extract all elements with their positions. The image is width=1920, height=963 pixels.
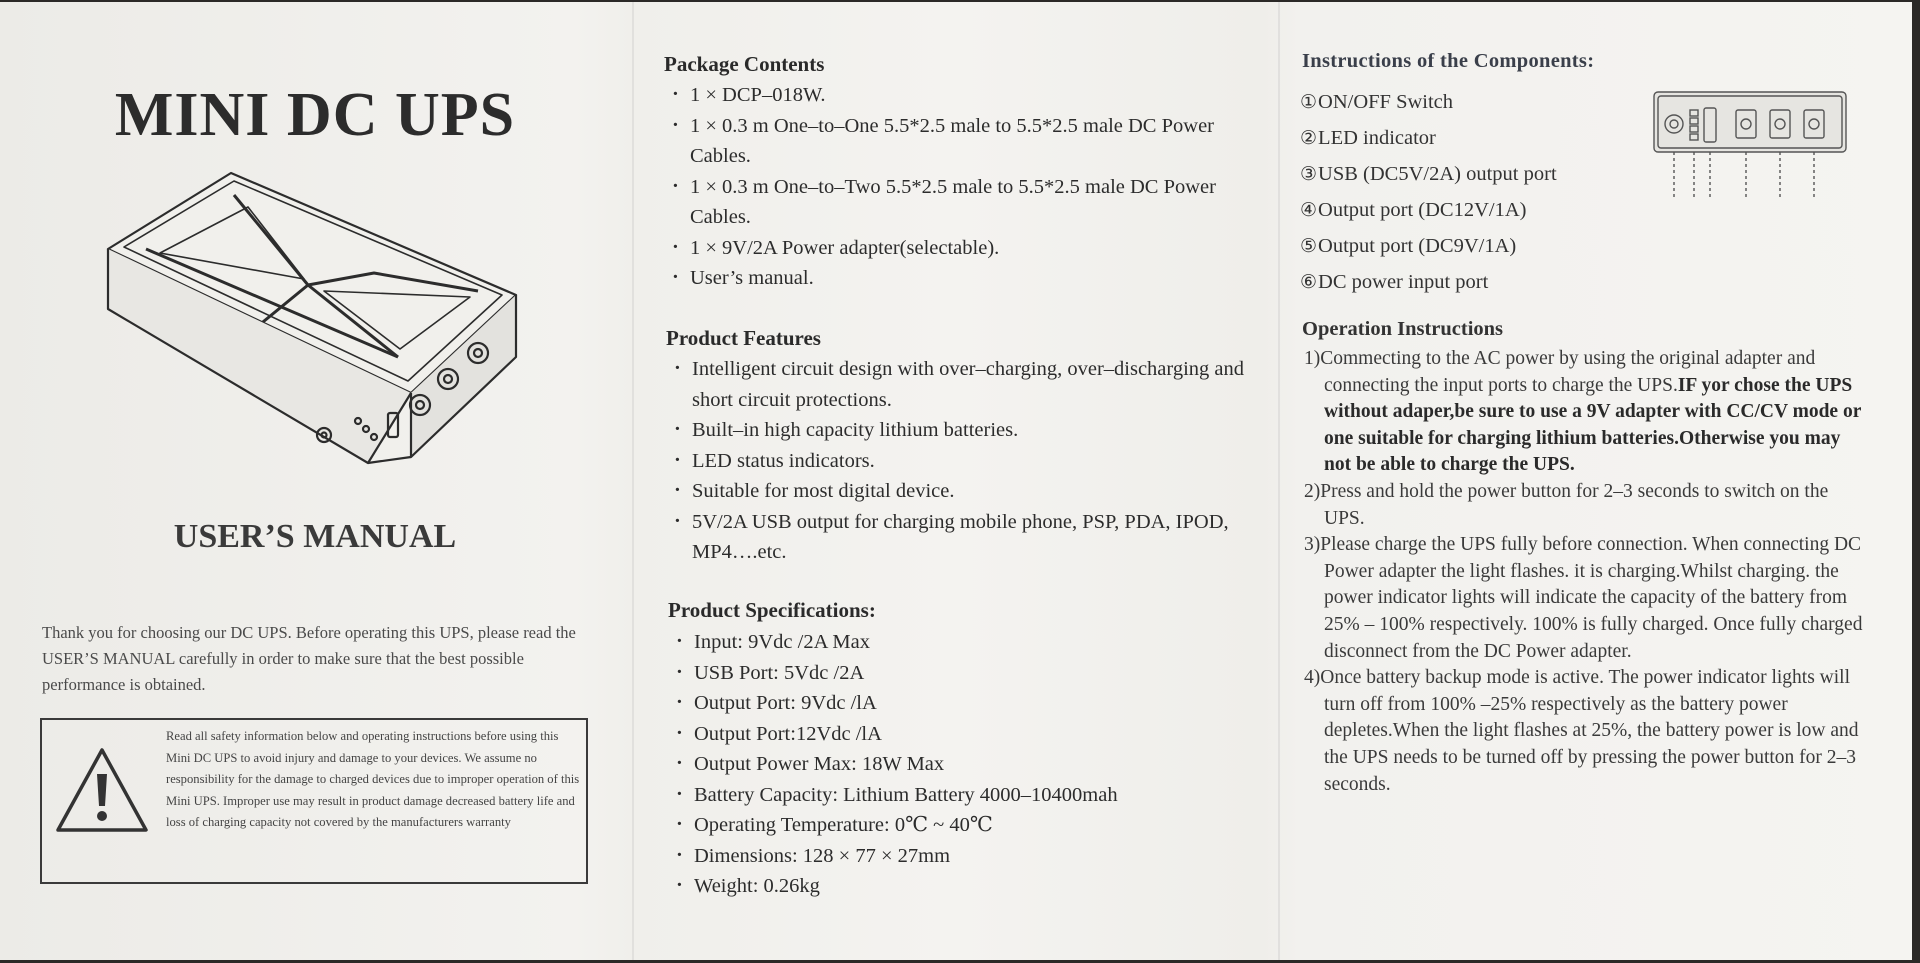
component-item: [1300, 192, 1557, 228]
package-contents-list: [670, 80, 1270, 294]
package-contents-heading: Package Contents: [664, 52, 825, 76]
list-item: · User’s manual.: [670, 263, 1270, 294]
components-list: [1300, 84, 1557, 300]
component-number: ⑤: [1300, 235, 1318, 257]
list-item: · LED status indicators.: [672, 446, 1252, 477]
list-item: · USB Port: 5Vdc /2A: [674, 658, 1274, 689]
component-label: DC power input port: [1318, 271, 1489, 293]
component-item: [1300, 156, 1557, 192]
component-item: [1300, 120, 1557, 156]
component-number: ①: [1300, 91, 1318, 113]
component-number: ⑥: [1300, 271, 1318, 293]
intro-text: Thank you for choosing our DC UPS. Before operating this UPS, please read the USER’S MANUAL carefully in order to make sure that the best possible performance is obtained.: [42, 623, 576, 694]
product-specifications-heading: Product Specifications:: [668, 598, 876, 622]
component-item: [1300, 228, 1557, 264]
list-item: · Output Power Max: 18W Max: [674, 749, 1274, 780]
component-label: LED indicator: [1318, 127, 1436, 149]
product-features-list: [672, 354, 1252, 568]
list-item: · Weight: 0.26kg: [674, 871, 1274, 902]
components-heading: Instructions of the Components:: [1302, 50, 1595, 72]
port-panel-diagram: [1652, 88, 1852, 204]
users-manual-title: USER’S MANUAL: [173, 518, 457, 555]
operation-step: 3)Please charge the UPS fully before connection. When connecting DC Power adapter the light flashes. it is charging.Whilst charging. the power indicator lights will indicate the capacity of the battery from 25% – 100% respectively. 100% is fully charged. Once fully charged disconnect from the DC Power adapter.: [1304, 534, 1863, 662]
list-item: · Battery Capacity: Lithium Battery 4000–10400mah: [674, 780, 1274, 811]
warning-icon: [54, 744, 150, 836]
component-label: ON/OFF Switch: [1318, 91, 1454, 113]
list-item: · 1 × 0.3 m One–to–One 5.5*2.5 male to 5.5*2.5 male DC Power Cables.: [670, 111, 1270, 172]
component-item: [1300, 84, 1557, 120]
component-number: ③: [1300, 163, 1318, 185]
component-number: ②: [1300, 127, 1318, 149]
cover-panel: [0, 2, 630, 960]
component-label: Output port (DC12V/1A): [1318, 199, 1527, 221]
component-label: USB (DC5V/2A) output port: [1318, 163, 1557, 185]
operation-step: [1304, 346, 1864, 479]
list-item: · Built–in high capacity lithium batteries.: [672, 415, 1252, 446]
instructions-panel: [1280, 2, 1912, 960]
safety-warning-box: [40, 718, 588, 884]
list-item: · Intelligent circuit design with over–charging, over–discharging and short circuit protections.: [672, 354, 1252, 415]
product-features-heading: Product Features: [666, 326, 821, 350]
product-title: MINI DC UPS: [114, 81, 516, 149]
operation-heading: Operation Instructions: [1302, 318, 1504, 340]
component-label: Output port (DC9V/1A): [1318, 235, 1517, 257]
list-item: · 1 × DCP–018W.: [670, 80, 1270, 111]
list-item: · Input: 9Vdc /2A Max: [674, 627, 1274, 658]
operation-step: 4)Once battery backup mode is active. The power indicator lights will turn off from 100% –25% respectively as the battery power depletes.When the light flashes at 25%, the battery power is low and the UPS needs to be turned off by pressing the power button for 2–3 seconds.: [1304, 667, 1859, 795]
list-item: · 5V/2A USB output for charging mobile phone, PSP, PDA, IPOD, MP4….etc.: [672, 507, 1252, 568]
safety-warning-text: Read all safety information below and operating instructions before using this Mini DC UPS to avoid injury and damage to your devices. We assume no responsibility for the damage to charged devices due to improper operation of this Mini UPS. Improper use may result in product damage decreased battery life and loss of charging capacity not covered by the manufacturers warranty: [166, 729, 580, 829]
list-item: · Operating Temperature: 0℃ ~ 40℃: [674, 810, 1274, 841]
operation-step-warning: IF yor chose the UPS without adaper,be sure to use a 9V adapter with CC/CV mode or one suitable for charging lithium batteries.Otherwise you may not be able to charge the UPS.: [1324, 374, 1862, 476]
operation-step: 2)Press and hold the power button for 2–3 seconds to switch on the UPS.: [1304, 480, 1829, 529]
specifications-panel: [636, 2, 1276, 960]
list-item: · Dimensions: 128 × 77 × 27mm: [674, 841, 1274, 872]
operation-steps: [1304, 346, 1864, 798]
operation-step-text: 1)Commecting to the AC power by using the original adapter and connecting the input ports to charge the UPS.: [1304, 348, 1816, 396]
list-item: · Output Port: 9Vdc /lA: [674, 688, 1274, 719]
component-item: [1300, 264, 1557, 300]
list-item: · 1 × 0.3 m One–to–Two 5.5*2.5 male to 5.5*2.5 male DC Power Cables.: [670, 172, 1270, 233]
list-item: · 1 × 9V/2A Power adapter(selectable).: [670, 233, 1270, 264]
list-item: · Suitable for most digital device.: [672, 476, 1252, 507]
device-illustration: [98, 167, 528, 467]
component-number: ④: [1300, 199, 1318, 221]
fold-line: [632, 2, 634, 960]
manual-sheet: [0, 2, 1912, 960]
product-specifications-list: [674, 627, 1274, 902]
list-item: · Output Port:12Vdc /lA: [674, 719, 1274, 750]
